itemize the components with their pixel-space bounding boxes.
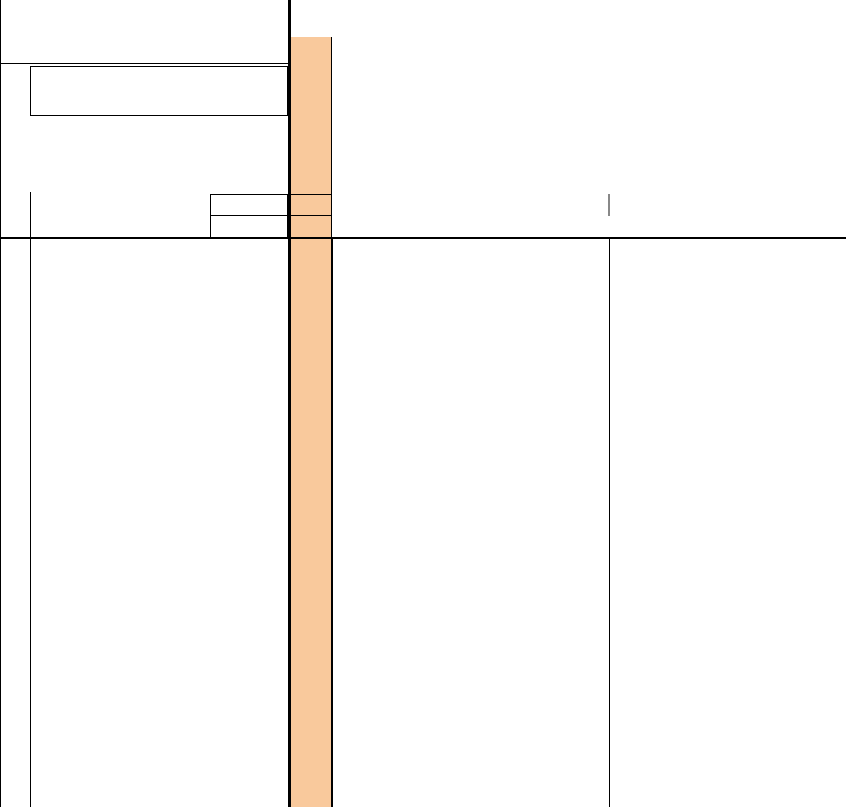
percent-of-final-cell [210,216,288,238]
max-cell [210,194,288,216]
top-divider [288,0,289,37]
table-top-border [0,237,846,239]
errors-left-border [609,237,610,807]
group-label [6,70,22,110]
code-column-border [30,192,31,807]
grade-header-cell [289,194,332,216]
group-box [30,66,288,116]
notes-left-border [332,237,333,807]
title-divider [0,63,288,64]
grade-column-border [288,0,291,807]
grade-label [294,110,328,190]
header-separator [608,194,610,216]
left-border [0,0,1,807]
